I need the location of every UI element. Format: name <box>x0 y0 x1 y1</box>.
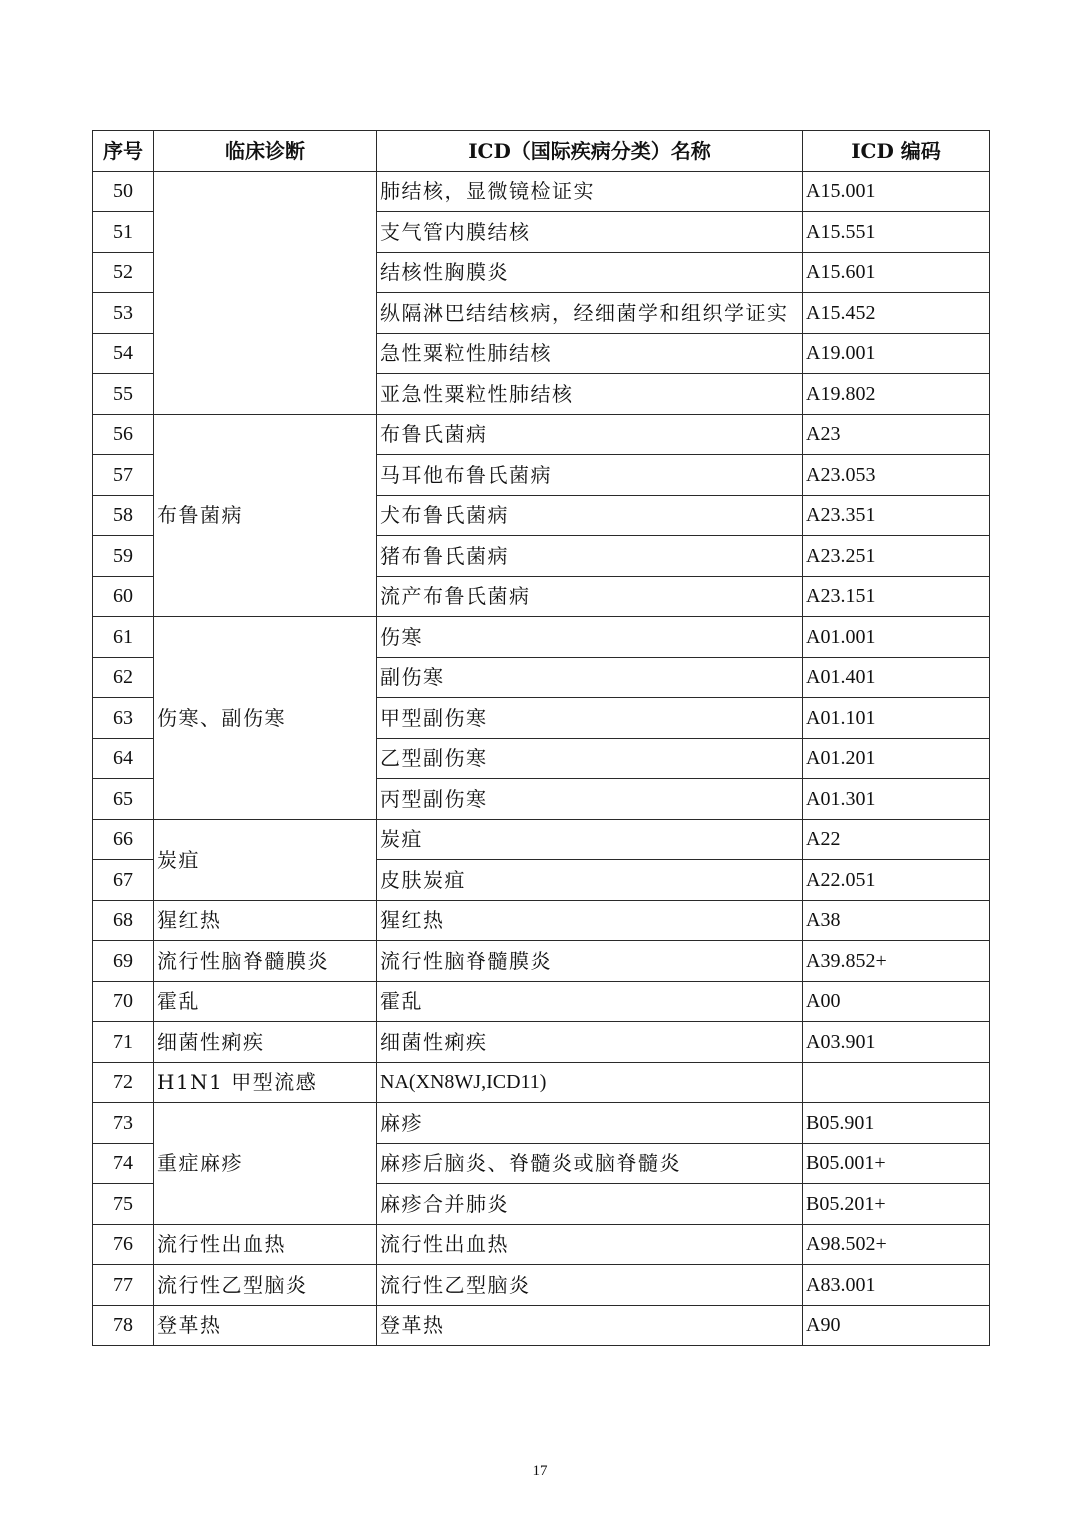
row-number: 66 <box>93 819 154 860</box>
row-number: 54 <box>93 333 154 374</box>
icd-code: A01.401 <box>803 657 990 698</box>
row-number: 65 <box>93 779 154 820</box>
icd-name: 流产布鲁氏菌病 <box>377 576 803 617</box>
header-icd-name: ICD（国际疾病分类）名称 <box>377 131 803 172</box>
icd-name: 流行性乙型脑炎 <box>377 1265 803 1306</box>
table-row <box>93 981 990 1022</box>
icd-name: 马耳他布鲁氏菌病 <box>377 455 803 496</box>
icd-name: 麻疹 <box>377 1103 803 1144</box>
icd-code: A23.251 <box>803 536 990 577</box>
icd-code: A23 <box>803 414 990 455</box>
row-number: 56 <box>93 414 154 455</box>
icd-code: A19.802 <box>803 374 990 415</box>
icd-code: B05.001+ <box>803 1143 990 1184</box>
table-row <box>93 1103 990 1144</box>
row-number: 71 <box>93 1022 154 1063</box>
icd-name: 犬布鲁氏菌病 <box>377 495 803 536</box>
icd-code: A83.001 <box>803 1265 990 1306</box>
header-icd-code: ICD 编码 <box>803 131 990 172</box>
icd-name: 布鲁氏菌病 <box>377 414 803 455</box>
clinical-diagnosis: 霍乱 <box>154 981 377 1022</box>
icd-name: 亚急性粟粒性肺结核 <box>377 374 803 415</box>
icd-name: 肺结核，显微镜检证实 <box>377 171 803 212</box>
icd-code: A39.852+ <box>803 941 990 982</box>
row-number: 77 <box>93 1265 154 1306</box>
clinical-diagnosis: 布鲁菌病 <box>154 414 377 617</box>
icd-name: 结核性胸膜炎 <box>377 252 803 293</box>
icd-name: 麻疹合并肺炎 <box>377 1184 803 1225</box>
clinical-diagnosis: 流行性乙型脑炎 <box>154 1265 377 1306</box>
row-number: 64 <box>93 738 154 779</box>
clinical-diagnosis: 伤寒、副伤寒 <box>154 617 377 820</box>
icd-code: A01.101 <box>803 698 990 739</box>
icd-code: A22.051 <box>803 860 990 901</box>
row-number: 74 <box>93 1143 154 1184</box>
table-row <box>93 1265 990 1306</box>
icd-code: B05.201+ <box>803 1184 990 1225</box>
row-number: 53 <box>93 293 154 334</box>
icd-code: A00 <box>803 981 990 1022</box>
icd-name: 细菌性痢疾 <box>377 1022 803 1063</box>
table-row <box>93 171 990 212</box>
row-number: 63 <box>93 698 154 739</box>
row-number: 51 <box>93 212 154 253</box>
row-number: 61 <box>93 617 154 658</box>
row-number: 75 <box>93 1184 154 1225</box>
row-number: 52 <box>93 252 154 293</box>
icd-name: 急性粟粒性肺结核 <box>377 333 803 374</box>
clinical-diagnosis: 登革热 <box>154 1305 377 1346</box>
icd-name: 伤寒 <box>377 617 803 658</box>
icd-code: A23.151 <box>803 576 990 617</box>
icd-name: 皮肤炭疽 <box>377 860 803 901</box>
clinical-diagnosis: 流行性脑脊髓膜炎 <box>154 941 377 982</box>
icd-code: A23.053 <box>803 455 990 496</box>
icd-code: A01.001 <box>803 617 990 658</box>
table-row <box>93 1022 990 1063</box>
icd-name: NA(XN8WJ,ICD11) <box>377 1062 803 1103</box>
clinical-diagnosis: 重症麻疹 <box>154 1103 377 1225</box>
icd-code: A01.301 <box>803 779 990 820</box>
icd-name: 丙型副伤寒 <box>377 779 803 820</box>
table-row <box>93 900 990 941</box>
icd-code <box>803 1062 990 1103</box>
row-number: 55 <box>93 374 154 415</box>
icd-name: 流行性出血热 <box>377 1224 803 1265</box>
row-number: 58 <box>93 495 154 536</box>
icd-name: 副伤寒 <box>377 657 803 698</box>
icd-name: 炭疽 <box>377 819 803 860</box>
icd-code: A03.901 <box>803 1022 990 1063</box>
table-row <box>93 1062 990 1103</box>
icd-code: A15.452 <box>803 293 990 334</box>
page-number: 17 <box>532 1463 548 1479</box>
icd-code: A38 <box>803 900 990 941</box>
clinical-diagnosis: 流行性出血热 <box>154 1224 377 1265</box>
icd-code: A15.601 <box>803 252 990 293</box>
clinical-diagnosis <box>154 171 377 414</box>
clinical-diagnosis: 炭疽 <box>154 819 377 900</box>
icd-name: 猪布鲁氏菌病 <box>377 536 803 577</box>
clinical-diagnosis: H1N1 甲型流感 <box>154 1062 377 1103</box>
icd-name: 霍乱 <box>377 981 803 1022</box>
row-number: 57 <box>93 455 154 496</box>
row-number: 62 <box>93 657 154 698</box>
table-row <box>93 414 990 455</box>
icd-name: 猩红热 <box>377 900 803 941</box>
row-number: 72 <box>93 1062 154 1103</box>
row-number: 50 <box>93 171 154 212</box>
icd-name: 乙型副伤寒 <box>377 738 803 779</box>
clinical-diagnosis: 细菌性痢疾 <box>154 1022 377 1063</box>
icd-code: A90 <box>803 1305 990 1346</box>
header-no: 序号 <box>93 131 154 172</box>
table-body <box>93 171 990 1346</box>
header-diagnosis: 临床诊断 <box>154 131 377 172</box>
row-number: 76 <box>93 1224 154 1265</box>
icd-code: A15.551 <box>803 212 990 253</box>
icd-name: 麻疹后脑炎、脊髓炎或脑脊髓炎 <box>377 1143 803 1184</box>
icd-name: 纵隔淋巴结结核病，经细菌学和组织学证实 <box>377 293 803 334</box>
table-row <box>93 819 990 860</box>
icd-code: A22 <box>803 819 990 860</box>
row-number: 59 <box>93 536 154 577</box>
table-header-row <box>93 131 990 172</box>
row-number: 67 <box>93 860 154 901</box>
icd-code: A19.001 <box>803 333 990 374</box>
icd-name: 流行性脑脊髓膜炎 <box>377 941 803 982</box>
icd-name: 甲型副伤寒 <box>377 698 803 739</box>
row-number: 69 <box>93 941 154 982</box>
icd-name: 支气管内膜结核 <box>377 212 803 253</box>
icd-table <box>92 130 990 1346</box>
icd-code: B05.901 <box>803 1103 990 1144</box>
table-row <box>93 941 990 982</box>
icd-code: A98.502+ <box>803 1224 990 1265</box>
clinical-diagnosis: 猩红热 <box>154 900 377 941</box>
table-row <box>93 617 990 658</box>
icd-code: A15.001 <box>803 171 990 212</box>
icd-code: A23.351 <box>803 495 990 536</box>
table-row <box>93 1224 990 1265</box>
icd-name: 登革热 <box>377 1305 803 1346</box>
row-number: 60 <box>93 576 154 617</box>
row-number: 73 <box>93 1103 154 1144</box>
row-number: 70 <box>93 981 154 1022</box>
row-number: 78 <box>93 1305 154 1346</box>
table-row <box>93 1305 990 1346</box>
row-number: 68 <box>93 900 154 941</box>
icd-code: A01.201 <box>803 738 990 779</box>
